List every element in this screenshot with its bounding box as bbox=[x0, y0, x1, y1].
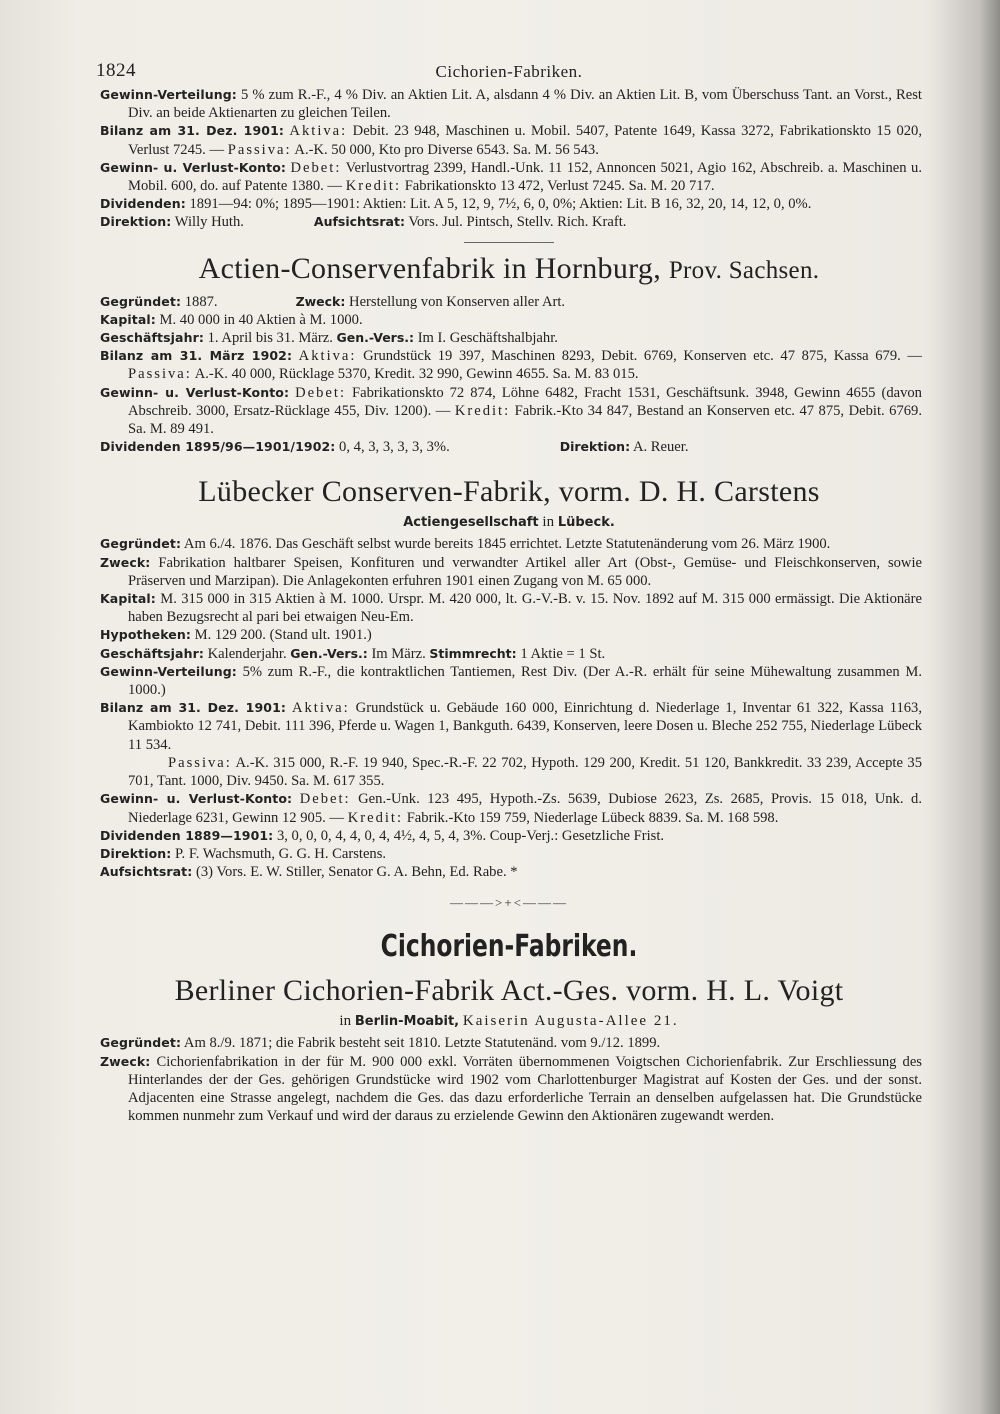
field-label: Gewinn- u. Verlust-Konto: bbox=[100, 159, 286, 175]
company-name: Actien-Conservenfabrik in Hornburg, bbox=[198, 251, 662, 285]
field-label: Hypotheken: bbox=[100, 627, 191, 643]
field-label: Aufsichtsrat: bbox=[100, 864, 193, 880]
geschaeftsjahr bbox=[96, 329, 922, 347]
field-label: Direktion: bbox=[100, 214, 172, 230]
kapital bbox=[96, 590, 922, 626]
company-city: Lübeck. bbox=[557, 515, 615, 531]
direktion-label: Direktion: bbox=[559, 439, 631, 455]
company-berliner bbox=[96, 973, 922, 1125]
gewinn-verteilung bbox=[96, 663, 922, 699]
passiva-text: A.-K. 315 000, R.-F. 19 940, Spec.-R.-F. 22 702, Hypoth. 129 200, Kredit. 51 120, Bankkredit. 33 239, Accepte 35 701, Tant. 1000, Div. 9450. Sa. M. 617 355. bbox=[128, 754, 922, 790]
field-label: Zweck: bbox=[100, 554, 151, 570]
field-label: Geschäftsjahr: bbox=[100, 645, 204, 661]
geschaeftsjahr bbox=[96, 645, 922, 663]
zweck bbox=[96, 1053, 922, 1126]
debet-text: Fabrikationskto 72 874, Löhne 6482, Fracht 1531, Geschäftsunk. 3948, Gewinn 4655 (davon Abschreib. 3000, Ersatz-Rücklage 455, Div. 1200). — bbox=[128, 384, 922, 419]
company-form: Actiengesellschaft bbox=[403, 515, 539, 531]
aktiva-word: Aktiva: bbox=[289, 123, 348, 140]
divider-rule bbox=[464, 242, 554, 243]
field-text: Willy Huth. bbox=[174, 214, 244, 231]
kredit-word: Kredit: bbox=[345, 178, 402, 195]
field-label: Gewinn-Verteilung: bbox=[100, 87, 237, 102]
field-text: Am 6./4. 1876. Das Geschäft selbst wurde bereits 1845 errichtet. Letzte Statutenänderung vom 26. März 1900. bbox=[183, 536, 831, 553]
aufsichtsrat-label: Aufsichtsrat: bbox=[313, 214, 405, 230]
field-label: Bilanz am 31. März 1902: bbox=[100, 348, 293, 364]
field-text: Fabrikation haltbarer Speisen, Konfituren und verwandter Artikel aller Art (Obst-, Gemüse- und Fleischkonserven, sowie Präserven und Marzipan). Die Anlagekonten erfuhren 1901 einen Zugang von M. 65 000. bbox=[128, 554, 922, 589]
gegruendet bbox=[96, 1034, 922, 1052]
bilanz bbox=[96, 122, 922, 158]
field-text: 0, 4, 3, 3, 3, 3, 3%. bbox=[339, 439, 450, 456]
field-label: Dividenden 1895/96—1901/1902: bbox=[100, 439, 336, 455]
stimmrecht-text: 1 Aktie = 1 St. bbox=[520, 645, 606, 662]
direktion-text: A. Reuer. bbox=[632, 439, 689, 456]
gegruendet bbox=[96, 293, 922, 311]
aufsichtsrat bbox=[96, 863, 922, 881]
dividenden bbox=[96, 827, 922, 845]
passiva-text: A.-K. 50 000, Kto pro Diverse 6543. Sa. M. 56 543. bbox=[294, 141, 599, 158]
aktiva-text: Grundstück u. Gebäude 160 000, Einrichtung d. Niederlage 1, Inventar 61 322, Kassa 1163, Kambiokto 12 741, Debit. 111 396, Pferde u. Wagen 1, Bankguth. 6439, Konserven, leere Dosen u. Bleche 252 755, Niederlage Lübeck 11 534. bbox=[128, 700, 922, 753]
passiva-word: Passiva: bbox=[227, 141, 292, 158]
stimmrecht-label: Stimmrecht: bbox=[429, 645, 517, 661]
field-text: M. 129 200. (Stand ult. 1901.) bbox=[194, 627, 372, 644]
field-label: Gegründet: bbox=[100, 536, 182, 552]
continued-entry bbox=[96, 86, 922, 232]
kredit-text: Fabrik.-Kto 159 759, Niederlage Lübeck 8839. Sa. M. 168 598. bbox=[406, 809, 779, 826]
hypotheken bbox=[96, 626, 922, 644]
gen-vers-label: Gen.-Vers.: bbox=[290, 645, 368, 661]
kredit-word: Kredit: bbox=[454, 402, 511, 419]
field-label: Gegründet: bbox=[100, 1035, 182, 1051]
company-luebeck bbox=[96, 474, 922, 881]
company-hornburg bbox=[96, 251, 922, 457]
debet-text: Verlustvortrag 2399, Handl.-Unk. 11 152, Annoncen 5021, Agio 162, Abschreib. a. Maschinen u. Mobil. 600, do. auf Patente 1380. — bbox=[128, 159, 923, 195]
aktiva-word: Aktiva: bbox=[298, 348, 357, 365]
aktiva-word: Aktiva: bbox=[291, 700, 350, 717]
aktiva-text: Grundstück 19 397, Maschinen 8293, Debit. 6769, Konserven etc. 47 875, Kassa 679. — bbox=[363, 348, 922, 365]
kapital bbox=[96, 311, 922, 329]
kredit-word: Kredit: bbox=[347, 809, 404, 826]
passiva-text: A.-K. 40 000, Rücklage 5370, Kredit. 32 990, Gewinn 4655. Sa. M. 83 015. bbox=[194, 366, 639, 383]
page-number: 1824 bbox=[96, 60, 136, 81]
direktion bbox=[96, 213, 922, 231]
company-title bbox=[96, 251, 922, 289]
kredit-text: Fabrikationskto 13 472, Verlust 7245. Sa. M. 20 717. bbox=[404, 178, 715, 195]
gewinn-verlust-konto bbox=[96, 384, 922, 439]
dividenden bbox=[96, 438, 922, 456]
bilanz bbox=[96, 699, 922, 790]
gen-vers-text: Im I. Geschäftshalbjahr. bbox=[417, 330, 558, 347]
page-edge-shadow bbox=[930, 0, 1000, 1414]
company-title: Lübecker Conserven-Fabrik, vorm. D. H. Carstens bbox=[198, 475, 820, 509]
field-label: Kapital: bbox=[100, 591, 156, 607]
zweck bbox=[96, 554, 922, 590]
passiva-word: Passiva: bbox=[128, 366, 192, 383]
dividenden bbox=[96, 195, 922, 213]
company-subtitle bbox=[96, 514, 922, 531]
field-text: 1891—94: 0%; 1895—1901: Aktien: Lit. A 5, 12, 9, 7½, 6, 0, 0%; Aktien: Lit. B 16, 32, 20, 14, 12, 0, 0%. bbox=[189, 196, 812, 213]
field-label: Gewinn- u. Verlust-Konto: bbox=[100, 384, 290, 400]
section-title: Cichorien-Fabriken. bbox=[380, 929, 638, 965]
page-content bbox=[96, 52, 922, 1125]
passiva-word: Passiva: bbox=[168, 754, 232, 771]
field-label: Bilanz am 31. Dez. 1901: bbox=[100, 123, 284, 139]
field-label: Geschäftsjahr: bbox=[100, 330, 204, 346]
field-label: Bilanz am 31. Dez. 1901: bbox=[100, 700, 286, 716]
field-text: Am 8./9. 1871; die Fabrik besteht seit 1810. Letzte Statutenänd. vom 9./12. 1899. bbox=[183, 1035, 661, 1052]
field-text: Cichorienfabrikation in der für M. 900 000 exkl. Vorräten übernommenen Voigtschen Cichorienfabrik. Zur Erschliessung des Hinterlandes der der Ges. gehörigen Grundstücke wird 1902 vom Charlottenburger Magistrat auf Kosten der Ges. und der sonst. Adjacenten eine Strasse angelegt, nachdem die Ges. das dazu erforderliche Terrain an denselben aufgelassen hat. Die Grundstücke kommen nunmehr zum Verkauf und wird der daraus zu erzielende Gewinn den Aktionären zugewandt werden. bbox=[128, 1053, 922, 1125]
bilanz bbox=[96, 347, 922, 383]
field-label: Dividenden: bbox=[100, 196, 186, 212]
field-text: Kalenderjahr. bbox=[207, 645, 287, 662]
field-label: Gewinn- u. Verlust-Konto: bbox=[100, 791, 293, 807]
zweck-label: Zweck: bbox=[295, 293, 346, 309]
company-city: Berlin-Moabit, bbox=[354, 1014, 460, 1030]
field-text: (3) Vors. E. W. Stiller, Senator G. A. Behn, Ed. Rabe. * bbox=[196, 864, 518, 881]
field-text: 3, 0, 0, 0, 4, 4, 0, 4, 4½, 4, 5, 4, 3%. Coup-Verj.: Gesetzliche Frist. bbox=[276, 827, 665, 844]
debet-text: Gen.-Unk. 123 495, Hypoth.-Zs. 5639, Dubiose 2623, Zs. 2685, Provis. 15 018, Unk. d. Niederlage 6231, Gewinn 12 905. — bbox=[128, 791, 922, 826]
debet-word: Debet: bbox=[290, 159, 342, 176]
direktion bbox=[96, 845, 922, 863]
field-label: Gegründet: bbox=[100, 293, 182, 309]
field-label: Gewinn-Verteilung: bbox=[100, 663, 237, 679]
field-label: Dividenden 1889—1901: bbox=[100, 827, 274, 843]
ornament-divider: ———>+<——— bbox=[450, 895, 568, 911]
field-text: 1. April bis 31. März. bbox=[207, 330, 333, 347]
gen-vers-text: Im März. bbox=[371, 645, 426, 662]
field-label: Direktion: bbox=[100, 845, 172, 861]
debet-word: Debet: bbox=[295, 384, 346, 401]
kredit-text: Fabrik.-Kto 34 847, Bestand an Konserven etc. 47 875, Debit. 6769. Sa. M. 89 491. bbox=[128, 402, 922, 438]
field-text: M. 40 000 in 40 Aktien à M. 1000. bbox=[159, 311, 363, 328]
aktiva-text: Debit. 23 948, Maschinen u. Mobil. 5407, Patente 1649, Kassa 3272, Fabrikationskto 15 020, Verlust 7245. — bbox=[128, 123, 922, 158]
gewinn-verlust-konto bbox=[96, 790, 922, 826]
gen-vers-label: Gen.-Vers.: bbox=[336, 330, 415, 346]
gewinn-verlust-konto bbox=[96, 159, 922, 195]
running-title: Cichorien-Fabriken. bbox=[435, 62, 583, 81]
field-label: Kapital: bbox=[100, 311, 156, 327]
debet-word: Debet: bbox=[299, 791, 351, 808]
zweck-text: Herstellung von Konserven aller Art. bbox=[349, 293, 566, 310]
gegruendet bbox=[96, 535, 922, 553]
company-title: Berliner Cichorien-Fabrik Act.-Ges. vorm. H. L. Voigt bbox=[174, 974, 844, 1008]
company-street: Kaiserin Augusta-Allee 21. bbox=[462, 1013, 679, 1030]
field-text: 5% zum R.-F., die kontraktlichen Tantiemen, Rest Div. (Der A.-R. erhält für seine Mühewaltung zusammen M. 1000.) bbox=[128, 663, 922, 699]
field-text: 5 % zum R.-F., 4 % Div. an Aktien Lit. A, alsdann 4 % Div. an Aktien Lit. B, vom Überschuss Tant. an Vorst., Rest Div. an beide Aktienarten zu gleichen Teilen. bbox=[128, 87, 922, 122]
company-location: Prov. Sachsen. bbox=[668, 256, 820, 284]
field-text: P. F. Wachsmuth, G. G. H. Carstens. bbox=[175, 845, 387, 862]
subtitle-in: in bbox=[542, 514, 555, 531]
field-text: M. 315 000 in 315 Aktien à M. 1000. Urspr. M. 420 000, lt. G.-V.-B. v. 15. Nov. 1892 auf M. 315 000 ermässigt. Die Aktionäre haben Bezugsrecht al pari bei etwaigen Neu-Em. bbox=[128, 591, 922, 626]
company-subtitle bbox=[96, 1013, 922, 1030]
running-header bbox=[96, 52, 922, 86]
gewinn-verteilung bbox=[96, 86, 922, 122]
field-text: 1887. bbox=[184, 293, 218, 310]
aufsichtsrat-text: Vors. Jul. Pintsch, Stellv. Rich. Kraft. bbox=[408, 214, 627, 231]
subtitle-in: in bbox=[339, 1013, 352, 1030]
field-label: Zweck: bbox=[100, 1053, 151, 1069]
